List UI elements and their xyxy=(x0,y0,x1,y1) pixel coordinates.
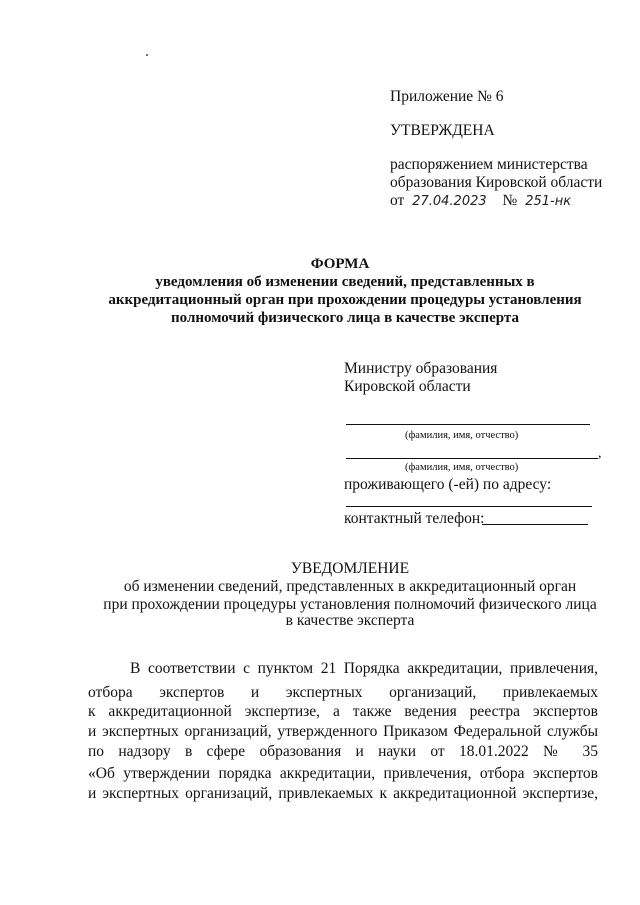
addressee-line-2: Кировской области xyxy=(344,378,471,395)
form-subtitle-1: уведомления об изменении сведений, представленных в xyxy=(155,274,535,290)
handwritten-date: 27.04.2023 xyxy=(412,194,487,209)
form-title: ФОРМА xyxy=(310,256,370,272)
number-prefix: № xyxy=(502,192,518,209)
appendix-label: Приложение № 6 xyxy=(390,88,504,105)
fio-line-1 xyxy=(346,424,590,425)
phone-label: контактный телефон: xyxy=(344,510,485,527)
body-line: по надзору в сфере образования и науки от 18.01.2022 № 35 xyxy=(88,743,598,760)
scan-speck xyxy=(146,54,148,56)
notice-line-2: при прохождении процедуры установления полномочий физического лица xyxy=(103,596,597,613)
body-line: и экспертных организаций, утвержденного Приказом Федеральной службы xyxy=(88,723,598,740)
phone-line xyxy=(482,524,588,525)
date-prefix: от xyxy=(390,192,405,209)
handwritten-number: 251-нк xyxy=(525,194,572,209)
decree-line-1: распоряжением министерства xyxy=(390,156,588,173)
body-line: к аккредитационной экспертизе, а также ведения реестра экспертов xyxy=(88,703,598,720)
address-line xyxy=(346,506,592,507)
fio-line-2 xyxy=(346,458,598,459)
fio-caption-1: (фамилия, имя, отчество) xyxy=(405,430,519,441)
body-line: и экспертных организаций, привлекаемых к аккредитационной экспертизе, xyxy=(88,785,598,802)
body-line: В соответствии с пунктом 21 Порядка аккредитации, привлечения, xyxy=(130,660,598,677)
notice-line-1: об изменении сведений, представленных в аккредитационный орган xyxy=(123,578,577,595)
decree-line-2: образования Кировской области xyxy=(390,174,603,191)
form-subtitle-3: полномочий физического лица в качестве эксперта xyxy=(171,310,519,326)
decree-date-line xyxy=(390,192,571,210)
addressee-line-1: Министру образования xyxy=(344,360,498,377)
address-label: проживающего (-ей) по адресу: xyxy=(344,476,552,493)
fio-comma: , xyxy=(598,446,602,461)
approved-label: УТВЕРЖДЕНА xyxy=(390,122,495,139)
notice-line-3: в качестве эксперта xyxy=(285,612,415,629)
body-line: отбора экспертов и экспертных организаций, привлекаемых xyxy=(88,684,598,701)
body-line: «Об утверждении порядка аккредитации, привлечения, отбора экспертов xyxy=(88,765,598,782)
fio-caption-2: (фамилия, имя, отчество) xyxy=(405,462,519,473)
form-subtitle-2: аккредитационный орган при прохождении процедуры установления xyxy=(108,292,582,308)
notice-title: УВЕДОМЛЕНИЕ xyxy=(290,560,410,577)
